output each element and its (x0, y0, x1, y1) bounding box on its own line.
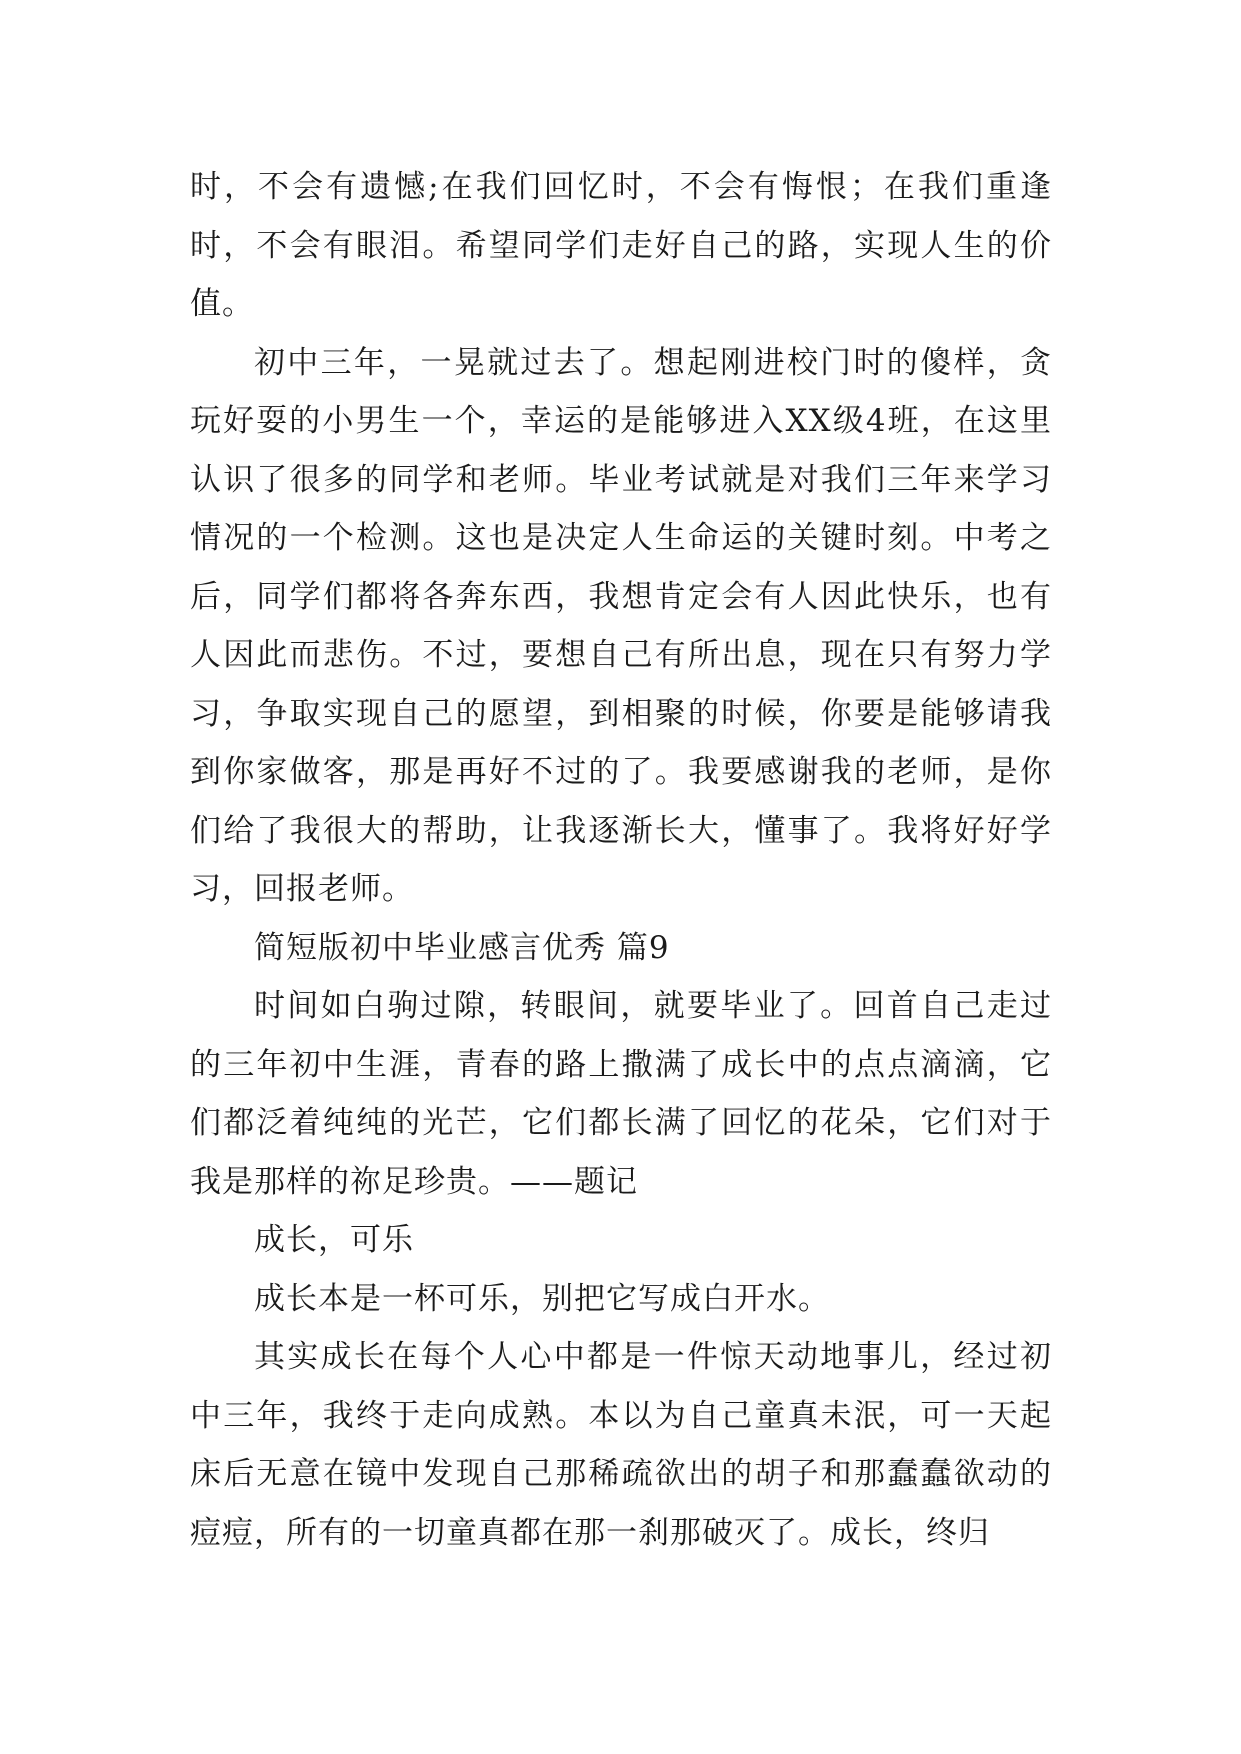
section-heading: 简短版初中毕业感言优秀 篇9 (254, 929, 670, 966)
paragraph-growth-body: 其实成长在每个人心中都是一件惊天动地事儿，经过初中三年，我终于走向成熟。本以为自己童真未泯，可一天起床后无意在镜中发现自己那稀疏欲出的胡子和那蠢蠢欲动的痘痘，所有的一切童真都在那一刹那破灭了。成长，终归 (190, 1339, 1052, 1551)
document-body (190, 158, 1052, 1562)
paragraph-continuation: 时，不会有遗憾;在我们回忆时，不会有悔恨；在我们重逢时，不会有眼泪。希望同学们走好自己的路，实现人生的价值。 (190, 169, 1052, 322)
paragraph-growth-intro: 成长本是一杯可乐，别把它写成白开水。 (254, 1280, 830, 1317)
paragraph-junior-high-memories: 初中三年，一晃就过去了。想起刚进校门时的傻样，贪玩好耍的小男生一个，幸运的是能够进入XX级4班，在这里认识了很多的同学和老师。毕业考试就是对我们三年来学习情况的一个检测。这也是决定人生命运的关键时刻。中考之后，同学们都将各奔东西，我想肯定会有人因此快乐，也有人因此而悲伤。不过，要想自己有所出息，现在只有努力学习，争取实现自己的愿望，到相聚的时候，你要是能够请我到你家做客，那是再好不过的了。我要感谢我的老师，是你们给了我很大的帮助，让我逐渐长大，懂事了。我将好好学习，回报老师。 (190, 344, 1052, 907)
paragraph-epigraph: 时间如白驹过隙，转眼间，就要毕业了。回首自己走过的三年初中生涯，青春的路上撒满了成长中的点点滴滴，它们都泛着纯纯的光芒，它们都长满了回忆的花朵，它们对于我是那样的祢足珍贵。——题记 (190, 988, 1052, 1200)
subheading-growth-cola: 成长，可乐 (254, 1222, 414, 1258)
